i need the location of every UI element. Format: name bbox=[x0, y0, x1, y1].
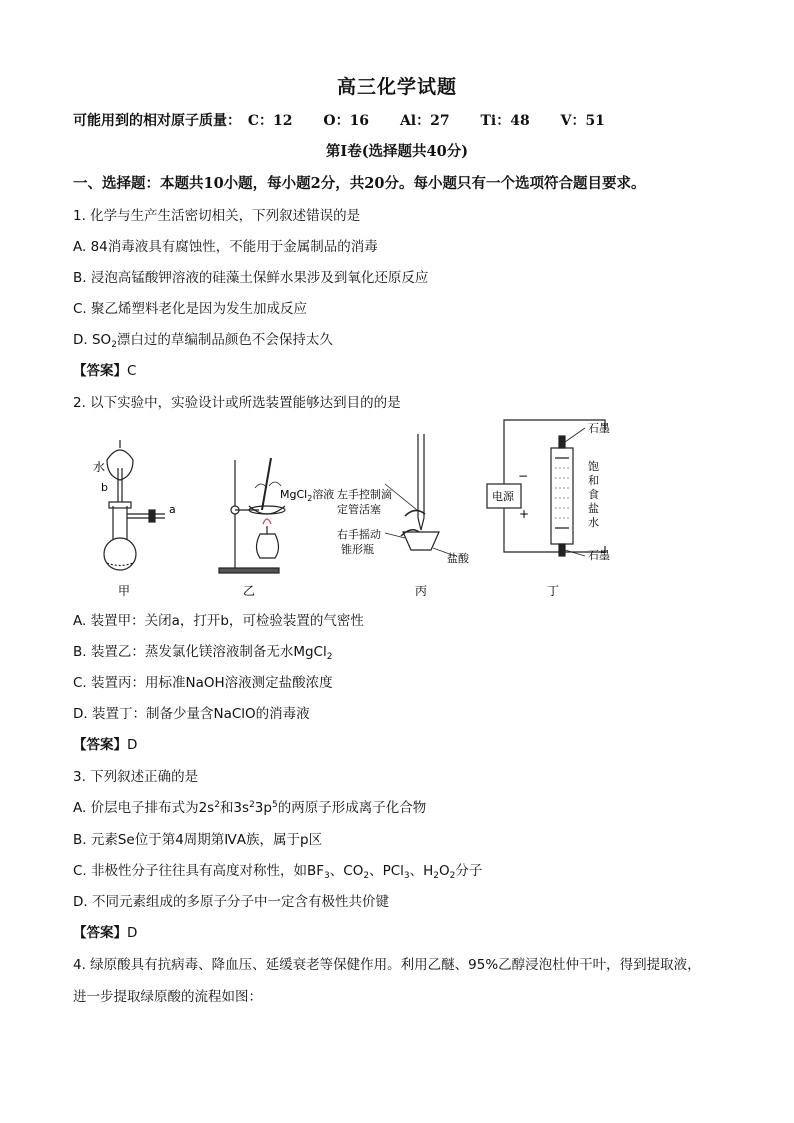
fig-minus-sign: − bbox=[518, 469, 529, 483]
q3-stem: 3. 下列叙述正确的是 bbox=[73, 769, 199, 785]
glass-rod bbox=[262, 458, 271, 510]
fig-mgcl2-label: MgCl$_2$溶液 bbox=[280, 488, 335, 503]
conical-flask bbox=[403, 532, 439, 550]
atomic-masses-label: 可能用到的相对原子质量： bbox=[73, 113, 241, 129]
fig-right-hand-text-1: 右手摇动 bbox=[337, 528, 381, 541]
q4-stem-line-2: 进一步提取绿原酸的流程如图： bbox=[73, 989, 262, 1005]
section-heading: 一、选择题：本题共10小题，每小题2分，共20分。每小题只有一个选项符合题目要求。 bbox=[73, 175, 646, 192]
q3-answer: 【答案】D bbox=[73, 925, 138, 941]
q2-option-d: D. 装置丁：制备少量含NaClO的消毒液 bbox=[73, 706, 310, 722]
fig-water-label: 水 bbox=[93, 460, 106, 474]
flask-neck bbox=[113, 506, 127, 540]
atomic-masses bbox=[73, 110, 631, 130]
q2-option-b: B. 装置乙：蒸发氯化镁溶液制备无水MgCl$_2$ bbox=[73, 644, 333, 662]
fig-plus-sign: + bbox=[519, 507, 530, 521]
q1-answer: 【答案】C bbox=[73, 363, 137, 379]
fig-graphite-top: 石墨 bbox=[588, 422, 610, 435]
q1-option-c: C. 聚乙烯塑料老化是因为发生加成反应 bbox=[73, 301, 308, 317]
fig-a-label: a bbox=[169, 503, 176, 516]
burette bbox=[418, 434, 424, 518]
fig-right-hand-text-2: 锥形瓶 bbox=[341, 543, 374, 556]
fig-brine-char-1: 饱 bbox=[588, 460, 599, 473]
q3-option-a: A. 价层电子排布式为$2s^2$和$3s^23p^5$的两原子形成离子化合物 bbox=[73, 800, 427, 816]
fig-caption-jia: 甲 bbox=[118, 584, 131, 598]
graphite-bottom bbox=[559, 544, 565, 556]
q2-option-a: A. 装置甲：关闭a，打开b，可检验装置的气密性 bbox=[73, 613, 364, 629]
fig-brine-char-2: 和 bbox=[588, 474, 599, 487]
q1-option-a: A. 84消毒液具有腐蚀性，不能用于金属制品的消毒 bbox=[73, 239, 378, 255]
q1-option-d: D. $SO_2$漂白过的草编制品颜色不会保持太久 bbox=[73, 332, 333, 350]
left-hand bbox=[405, 510, 425, 516]
q2-stem: 2. 以下实验中，实验设计或所选装置能够达到目的的是 bbox=[73, 395, 401, 411]
mass-v: V：51 bbox=[560, 113, 605, 129]
q3-option-d: D. 不同元素组成的多原子分子中一定含有极性共价键 bbox=[73, 894, 389, 910]
stand-base bbox=[219, 568, 279, 573]
flame bbox=[263, 519, 271, 524]
fig-caption-ding: 丁 bbox=[547, 584, 560, 598]
fig-brine-char-5: 水 bbox=[588, 516, 599, 529]
q3-option-b: B. 元素Se位于第4周期第ⅣA族，属于p区 bbox=[73, 832, 323, 848]
funnel-stem bbox=[118, 468, 122, 502]
mass-ti: Ti：48 bbox=[480, 113, 530, 129]
q2-option-c: C. 装置丙：用标准NaOH溶液测定盐酸浓度 bbox=[73, 675, 333, 691]
fig-power-label: 电源 bbox=[492, 490, 514, 503]
q2-apparatus-figure bbox=[85, 418, 645, 602]
stopper bbox=[109, 502, 131, 508]
q3-option-c: C. 非极性分子往往具有高度对称性，如$BF_3$、$CO_2$、PCl$_3$、$H_2O_2$分子 bbox=[73, 863, 483, 881]
graphite-top bbox=[559, 436, 565, 448]
q4-stem-line-1: 4. 绿原酸具有抗病毒、降血压、延缓衰老等保健作用。利用乙醚、95%乙醇浸泡杜仲干叶，得到提取液， bbox=[73, 957, 701, 973]
alcohol-lamp bbox=[257, 534, 279, 558]
fig-caption-yi: 乙 bbox=[243, 584, 256, 598]
page-title: 高三化学试题 bbox=[336, 76, 457, 98]
separatory-funnel bbox=[107, 450, 133, 480]
fig-graphite-bottom: 石墨 bbox=[588, 549, 610, 562]
fig-left-hand-text-1: 左手控制滴 bbox=[337, 488, 392, 501]
mass-o: O：16 bbox=[323, 113, 370, 129]
fig-left-hand-text-2: 定管活塞 bbox=[337, 503, 381, 516]
mass-al: Al：27 bbox=[399, 113, 450, 129]
q2-answer: 【答案】D bbox=[73, 737, 138, 753]
volume-heading: 第Ⅰ卷(选择题共40分) bbox=[325, 143, 469, 160]
fig-caption-bing: 丙 bbox=[415, 584, 428, 598]
fig-hcl-label: 盐酸 bbox=[447, 552, 469, 565]
fig-b-label: b bbox=[101, 481, 108, 494]
fig-brine-char-4: 盐 bbox=[588, 502, 599, 515]
side-tube bbox=[127, 514, 165, 518]
right-hand bbox=[401, 530, 419, 536]
fig-brine-char-3: 食 bbox=[588, 488, 599, 501]
clamp-a bbox=[149, 510, 155, 522]
electrolysis-tube bbox=[551, 448, 573, 544]
q1-stem: 1. 化学与生产生活密切相关，下列叙述错误的是 bbox=[73, 208, 361, 224]
q1-option-b: B. 浸泡高锰酸钾溶液的硅藻土保鲜水果涉及到氧化还原反应 bbox=[73, 270, 429, 286]
mass-c: C：12 bbox=[247, 113, 293, 129]
